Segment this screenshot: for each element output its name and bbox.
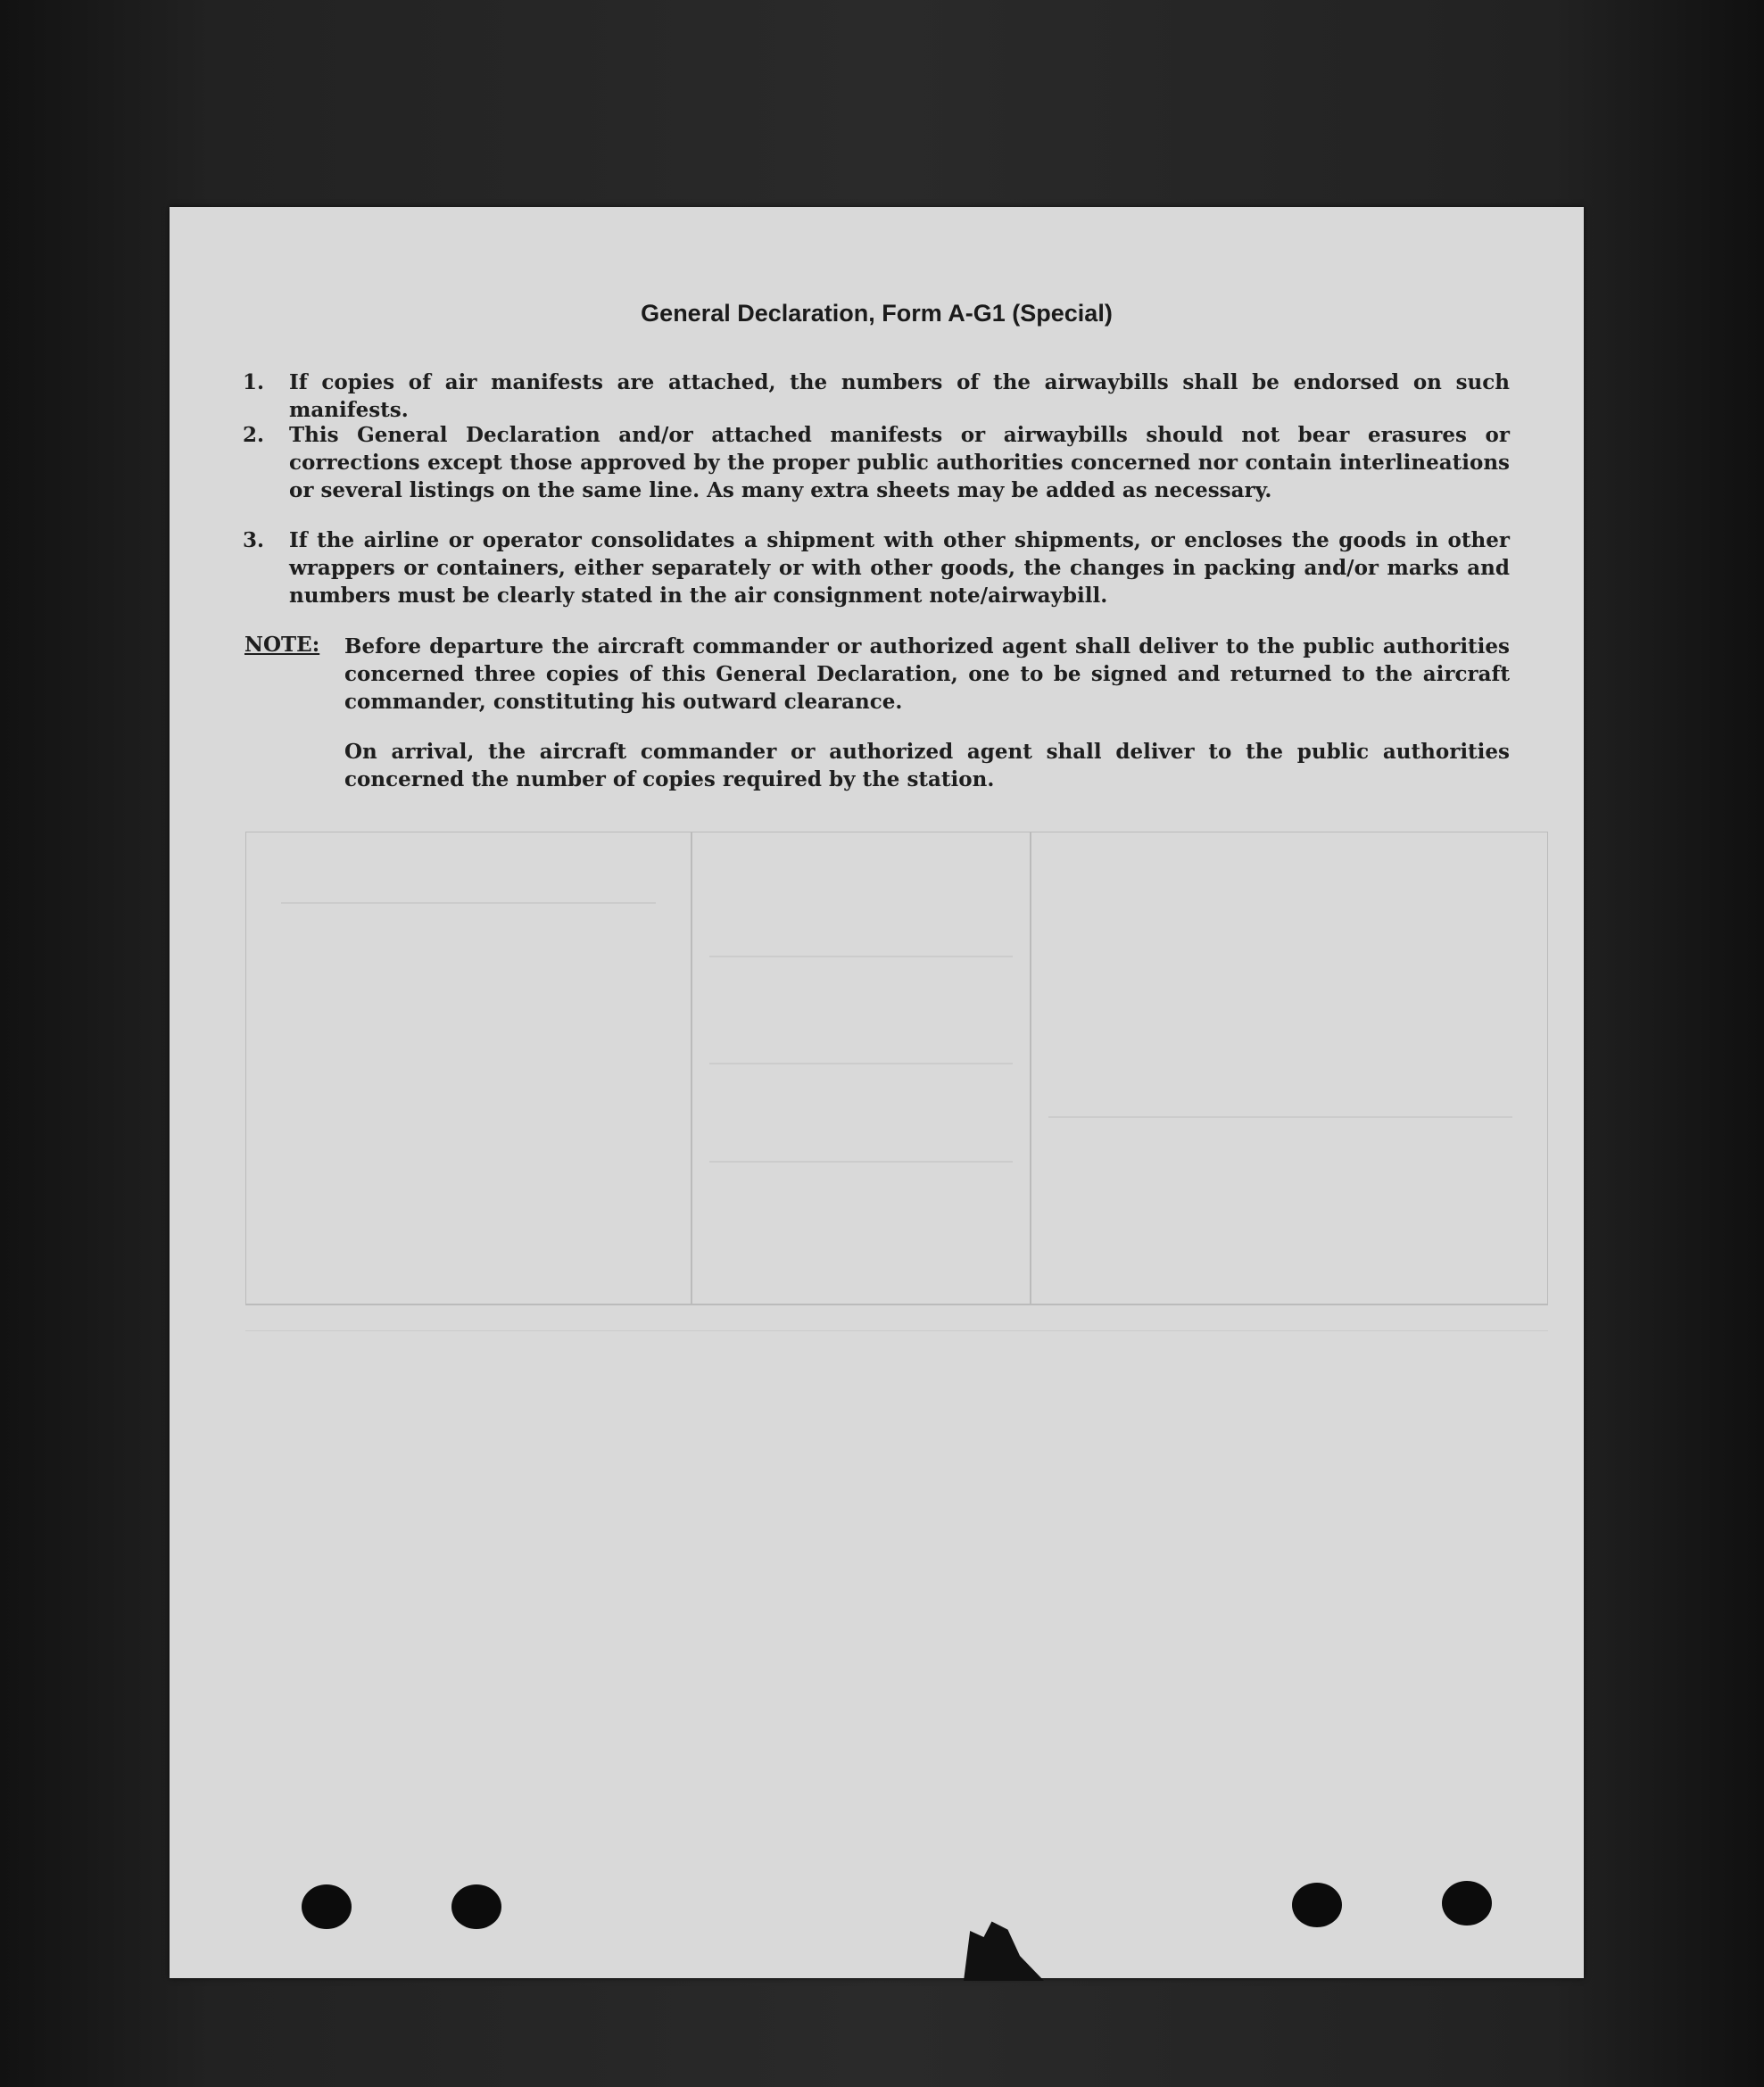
item-text: If copies of air manifests are attached, the numbers of the airwaybills shall be endorsed on such manifests. <box>289 370 1510 422</box>
item-number: 1. <box>243 370 265 394</box>
instruction-item-2 <box>243 421 1510 504</box>
note-paragraph-1: Before departure the aircraft commander or authorized agent shall deliver to the public authorities concerned three copies of this General Declaration, one to be signed and returned to the aircraft commander, constituting his outward clearance. <box>344 634 1510 714</box>
punch-hole <box>1442 1881 1492 1926</box>
punch-hole <box>302 1884 352 1929</box>
note-label: NOTE: <box>244 633 320 657</box>
instruction-item-3 <box>243 526 1510 609</box>
form-sheet <box>170 207 1584 1978</box>
item-text: This General Declaration and/or attached manifests or airwaybills should not bear erasures or corrections except those approved by the proper public authorities concerned nor contain interlineations or several listings on the same line. As many extra sheets may be added as necessary. <box>289 423 1510 502</box>
instruction-item-1 <box>243 369 1510 424</box>
punch-hole <box>451 1884 501 1929</box>
torn-edge <box>964 1918 1044 1981</box>
document-title: General Declaration, Form A-G1 (Special) <box>641 300 1113 327</box>
item-number: 3. <box>243 528 265 552</box>
note-paragraph-2: On arrival, the aircraft commander or authorized agent shall deliver to the public authorities concerned the number of copies required by the station. <box>344 740 1510 791</box>
punch-hole <box>1292 1883 1342 1927</box>
item-text: If the airline or operator consolidates a shipment with other shipments, or encloses the goods in other wrappers or containers, either separately or with other goods, the changes in packing and/or marks and numbers must be clearly stated in the air consignment note/airwaybill. <box>289 528 1510 608</box>
reverse-side-bleed-through <box>245 832 1548 1331</box>
item-number: 2. <box>243 423 265 447</box>
